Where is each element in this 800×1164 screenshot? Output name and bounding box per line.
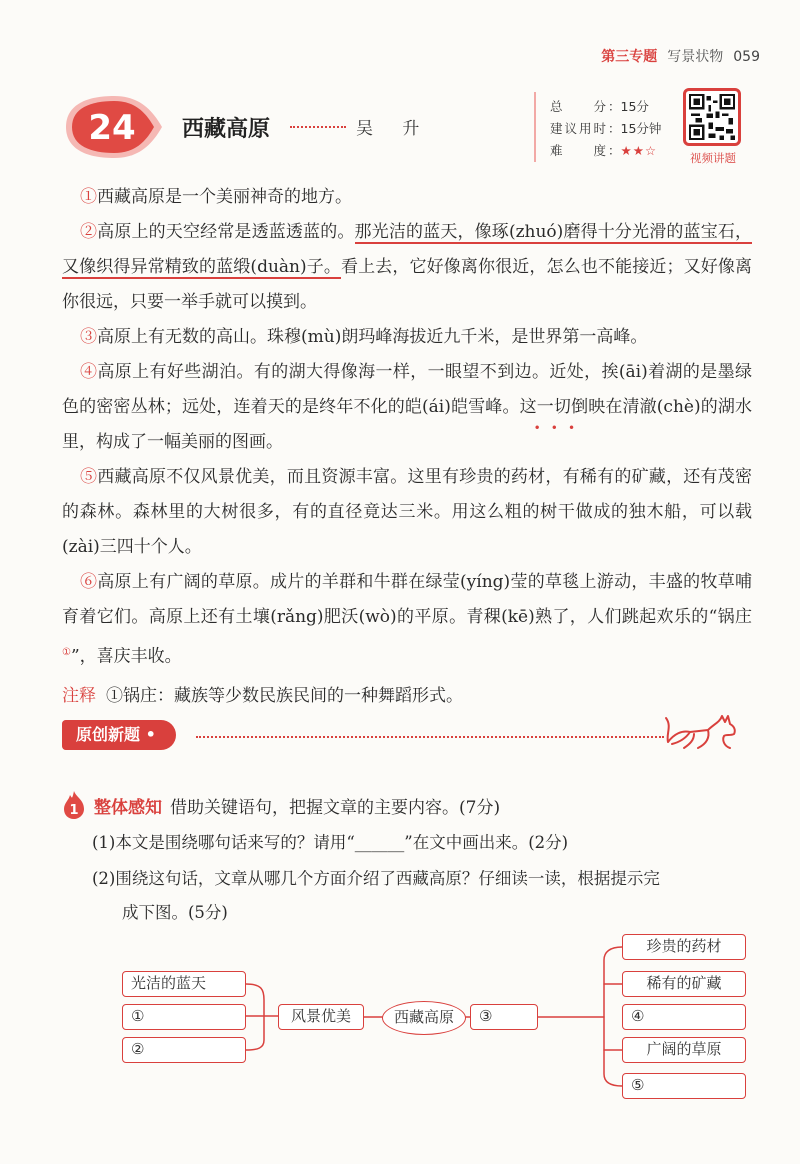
mindmap-right-branch[interactable]: ③ — [470, 1004, 538, 1030]
meta-total-value: 15分 — [620, 99, 649, 114]
difficulty-stars: ★★☆ — [620, 143, 658, 158]
paragraph-text: 看上去，它好像离你很近，怎么也不能接近；又好像离你很远，只要一举手就可以摸到。 — [62, 257, 752, 312]
paragraph-text: 西藏高原不仅风景优美，而且资源丰富。这里有珍贵的药材，有稀有的矿藏，还有茂密的森林。森林里的大树很多，有的直径竟达三米。用这么粗的树干做成的独木船，可以载(zài)三四十个人。 — [62, 467, 753, 557]
mindmap-left-item-1: 光洁的蓝天 — [122, 971, 246, 997]
paragraph-text: ”，喜庆丰收。 — [70, 646, 182, 667]
mindmap-right-item-4: 广阔的草原 — [622, 1037, 746, 1063]
banner-dotted-rule — [196, 736, 664, 738]
meta-decoration — [534, 92, 548, 162]
mindmap-right-item-3[interactable]: ④ — [622, 1004, 746, 1030]
meta-difficulty-label: 难度 — [550, 143, 606, 158]
mindmap-left-item-2[interactable]: ① — [122, 1004, 246, 1030]
lesson-author: 吴 升 — [356, 119, 432, 139]
header-topic: 写景状物 — [667, 49, 724, 65]
paragraph-text: 高原上的天空经常是透蓝透蓝的。 — [97, 222, 355, 242]
paragraph-number: ③ — [80, 327, 97, 347]
meta-time: 建议用时 ：15分钟 — [550, 118, 661, 140]
question-number: 1 — [69, 803, 79, 818]
sub-question-2 — [92, 862, 752, 930]
title-dotted-rule — [290, 126, 346, 128]
article-body — [62, 180, 752, 714]
question-1 — [62, 790, 500, 820]
question-type: 整体感知 — [94, 797, 162, 818]
paragraph-number: ④ — [80, 362, 98, 382]
meta-difficulty: 难度 ：★★☆ — [550, 140, 661, 162]
paragraph-4 — [62, 355, 752, 460]
footnote-text: ①锅庄：藏族等少数民族民间的一种舞蹈形式。 — [106, 685, 463, 706]
sub-question-2-line-1: (2)围绕这句话，文章从哪几个方面介绍了西藏高原？仔细读一读，根据提示完 — [92, 869, 660, 888]
paragraph-2 — [62, 215, 752, 320]
running-header — [601, 46, 760, 66]
meta-total-label: 总分 — [550, 99, 606, 114]
meta-time-value: 15分钟 — [620, 121, 662, 136]
flame-number-icon — [62, 790, 86, 820]
mindmap-right-item-1: 珍贵的药材 — [622, 934, 746, 960]
meta-time-label: 建议用时 — [550, 121, 606, 136]
paragraph-number: ⑥ — [80, 572, 98, 592]
paragraph-text: 高原上有广阔的草原。成片的羊群和牛群在绿莹(yíng)莹的草毯上游动，丰盛的牧草哺育着它们。高原上还有土壤(rǎng)肥沃(wò)的平原。青稞(kē)熟了，人们跳起欢乐的“锅庄 — [62, 572, 753, 627]
paragraph-1 — [62, 180, 752, 215]
paragraph-text: 高原上有好些湖泊。有的湖大得像海一样，一眼望不到边。近处，挨(āi)着湖的是墨绿色的密密丛林；远处，连着天的是终年不化的皑(ái)皑雪峰。 — [62, 362, 752, 417]
question-text: 借助关键语句，把握文章的主要内容。(7分) — [170, 797, 501, 818]
lesson-number-badge — [58, 92, 166, 162]
sub-question-1: (1)本文是围绕哪句话来写的？请用“______”在文中画出来。(2分) — [92, 833, 569, 852]
emphasized-char: 一 — [536, 397, 554, 417]
meta-total: 总分 ：15分 — [550, 96, 661, 118]
qr-code-icon[interactable] — [683, 88, 741, 146]
paragraph-number: ① — [80, 187, 97, 207]
paragraph-text: 西藏高原是一个美丽神奇的地方。 — [97, 187, 352, 207]
mindmap-left-branch: 风景优美 — [278, 1004, 364, 1030]
paragraph-number: ⑤ — [80, 467, 98, 487]
footnote-marker: ① — [62, 647, 71, 658]
mindmap-left-item-3[interactable]: ② — [122, 1037, 246, 1063]
cat-icon — [664, 712, 740, 752]
lesson-meta — [550, 96, 661, 162]
paragraph-5 — [62, 460, 752, 565]
page-number: 059 — [733, 49, 760, 65]
emphasized-char: 这 — [519, 397, 537, 417]
header-section: 第三专题 — [601, 49, 658, 65]
paragraph-3 — [62, 320, 752, 355]
paragraph-number: ② — [80, 222, 98, 242]
paragraph-text: 高原上有无数的高山。珠穆(mù)朗玛峰海拔近九千米，是世界第一高峰。 — [97, 327, 648, 347]
section-banner: 原创新题 • — [62, 720, 176, 750]
footnote-label: 注释 — [62, 685, 96, 706]
sub-question-2-line-2: 成下图。(5分) — [122, 903, 228, 922]
mindmap-right-item-5[interactable]: ⑤ — [622, 1073, 746, 1099]
mindmap-center: 西藏高原 — [382, 1001, 466, 1035]
lesson-number: 24 — [88, 108, 136, 148]
paragraph-6 — [62, 565, 752, 675]
mindmap-right-item-2: 稀有的矿藏 — [622, 971, 746, 997]
paragraph-text: 倒映在清澈(chè)的湖水里，构成了一幅美丽的图画。 — [62, 397, 753, 452]
underlined-sentence: 那光洁的蓝天，像琢(zhuó)磨得十分光滑的蓝宝石，又像织得异常精致的蓝缎(duàn)子。 — [62, 222, 753, 277]
emphasized-char: 切 — [553, 397, 572, 417]
qr-caption: 视频讲题 — [690, 151, 736, 165]
footnote — [62, 679, 752, 714]
lesson-title: 西藏高原 — [182, 117, 271, 142]
